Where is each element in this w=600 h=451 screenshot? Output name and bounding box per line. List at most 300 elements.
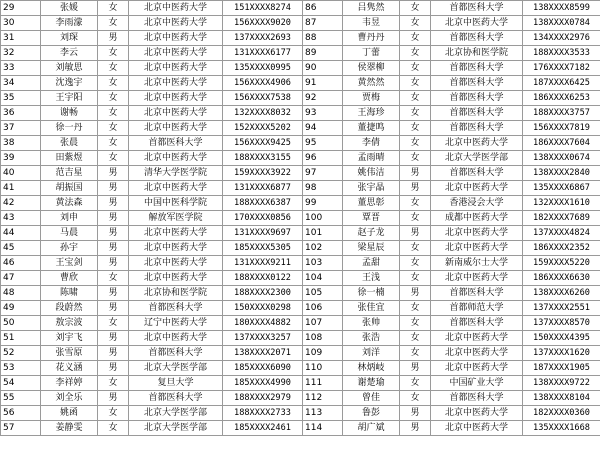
right-student-name: 王浅 [343, 271, 400, 286]
left-school-cell: 北京中医药大学 [129, 31, 223, 46]
right-student-name: 胡广斌 [343, 421, 400, 436]
right-gender-cell: 女 [400, 31, 431, 46]
right-student-name: 姚伟洁 [343, 166, 400, 181]
left-school-cell: 解放军医学院 [129, 211, 223, 226]
right-phone-cell: 138XXXX2840 [523, 166, 600, 181]
left-gender-cell: 女 [98, 421, 129, 436]
right-student-name: 张宇晶 [343, 181, 400, 196]
right-phone-cell: 137XXXX4824 [523, 226, 600, 241]
right-phone-cell: 137XXXX8570 [523, 316, 600, 331]
table-row [1, 346, 600, 361]
left-row-number: 31 [1, 31, 41, 46]
right-gender-cell: 女 [400, 256, 431, 271]
left-phone-cell: 156XXXX9020 [223, 16, 303, 31]
left-row-number: 45 [1, 241, 41, 256]
right-phone-cell: 182XXXX0360 [523, 406, 600, 421]
right-school-cell: 北京协和医学院 [431, 46, 523, 61]
right-school-cell: 新南威尔士大学 [431, 256, 523, 271]
right-student-name: 韦昱 [343, 16, 400, 31]
left-school-cell: 北京协和医学院 [129, 286, 223, 301]
right-phone-cell: 188XXXX3757 [523, 106, 600, 121]
right-school-cell: 首都医科大学 [431, 61, 523, 76]
left-phone-cell: 188XXXX0122 [223, 271, 303, 286]
left-student-name: 张雪原 [41, 346, 98, 361]
left-phone-cell: 188XXXX2979 [223, 391, 303, 406]
left-student-name: 李祥婷 [41, 376, 98, 391]
left-school-cell: 中国中医科学院 [129, 196, 223, 211]
left-row-number: 44 [1, 226, 41, 241]
right-row-number: 91 [303, 76, 343, 91]
left-phone-cell: 156XXXX4906 [223, 76, 303, 91]
table-row [1, 196, 600, 211]
left-phone-cell: 131XXXX9697 [223, 226, 303, 241]
left-phone-cell: 132XXXX8032 [223, 106, 303, 121]
right-student-name: 孟甜 [343, 256, 400, 271]
right-student-name: 张浩 [343, 331, 400, 346]
right-gender-cell: 女 [400, 376, 431, 391]
left-phone-cell: 185XXXX6090 [223, 361, 303, 376]
left-row-number: 33 [1, 61, 41, 76]
right-gender-cell: 女 [400, 331, 431, 346]
right-gender-cell: 男 [400, 406, 431, 421]
left-student-name: 马晨 [41, 226, 98, 241]
right-row-number: 88 [303, 31, 343, 46]
table-row [1, 46, 600, 61]
table-row [1, 331, 600, 346]
left-gender-cell: 男 [98, 286, 129, 301]
left-phone-cell: 156XXXX9425 [223, 136, 303, 151]
right-gender-cell: 女 [400, 316, 431, 331]
left-school-cell: 北京中医药大学 [129, 181, 223, 196]
table-row [1, 31, 600, 46]
left-row-number: 38 [1, 136, 41, 151]
table-row [1, 106, 600, 121]
table-row [1, 181, 600, 196]
left-row-number: 52 [1, 346, 41, 361]
right-phone-cell: 138XXXX6260 [523, 286, 600, 301]
right-phone-cell: 156XXXX7819 [523, 121, 600, 136]
right-phone-cell: 137XXXX1620 [523, 346, 600, 361]
left-gender-cell: 男 [98, 31, 129, 46]
left-phone-cell: 170XXXX0856 [223, 211, 303, 226]
right-school-cell: 首都医科大学 [431, 76, 523, 91]
right-row-number: 110 [303, 361, 343, 376]
right-school-cell: 北京中医药大学 [431, 346, 523, 361]
right-student-name: 曹丹丹 [343, 31, 400, 46]
table-row [1, 376, 600, 391]
right-school-cell: 北京中医药大学 [431, 271, 523, 286]
left-gender-cell: 男 [98, 256, 129, 271]
roster-body [1, 1, 600, 436]
left-row-number: 50 [1, 316, 41, 331]
right-gender-cell: 女 [400, 106, 431, 121]
right-school-cell: 首都医科大学 [431, 91, 523, 106]
left-student-name: 徐一丹 [41, 121, 98, 136]
right-student-name: 李倩 [343, 136, 400, 151]
right-phone-cell: 134XXXX2976 [523, 31, 600, 46]
table-row [1, 151, 600, 166]
right-student-name: 黄然然 [343, 76, 400, 91]
left-gender-cell: 男 [98, 211, 129, 226]
table-row [1, 316, 600, 331]
table-row [1, 136, 600, 151]
left-student-name: 刘敏思 [41, 61, 98, 76]
left-row-number: 43 [1, 211, 41, 226]
table-row [1, 421, 600, 436]
left-student-name: 胡振国 [41, 181, 98, 196]
left-school-cell: 北京中医药大学 [129, 241, 223, 256]
right-school-cell: 首都医科大学 [431, 121, 523, 136]
left-student-name: 刘琛 [41, 31, 98, 46]
left-student-name: 姚函 [41, 406, 98, 421]
left-gender-cell: 女 [98, 271, 129, 286]
right-phone-cell: 186XXXX6253 [523, 91, 600, 106]
right-gender-cell: 女 [400, 61, 431, 76]
right-gender-cell: 女 [400, 136, 431, 151]
left-gender-cell: 女 [98, 406, 129, 421]
table-row [1, 61, 600, 76]
right-school-cell: 成都中医药大学 [431, 211, 523, 226]
right-student-name: 贾梅 [343, 91, 400, 106]
left-row-number: 57 [1, 421, 41, 436]
left-gender-cell: 男 [98, 181, 129, 196]
right-row-number: 86 [303, 1, 343, 16]
right-row-number: 105 [303, 286, 343, 301]
left-student-name: 王宝剑 [41, 256, 98, 271]
right-school-cell: 北京中医药大学 [431, 361, 523, 376]
left-student-name: 姜静雯 [41, 421, 98, 436]
left-gender-cell: 女 [98, 46, 129, 61]
right-gender-cell: 女 [400, 196, 431, 211]
left-student-name: 张媛 [41, 1, 98, 16]
right-student-name: 覃晋 [343, 211, 400, 226]
right-student-name: 王海珍 [343, 106, 400, 121]
left-row-number: 51 [1, 331, 41, 346]
left-student-name: 黄法森 [41, 196, 98, 211]
right-school-cell: 首都医科大学 [431, 316, 523, 331]
right-gender-cell: 女 [400, 46, 431, 61]
left-phone-cell: 188XXXX6387 [223, 196, 303, 211]
left-student-name: 刘全乐 [41, 391, 98, 406]
right-phone-cell: 135XXXX1668 [523, 421, 600, 436]
right-phone-cell: 138XXXX8599 [523, 1, 600, 16]
left-school-cell: 首都医科大学 [129, 346, 223, 361]
left-student-name: 田紫煜 [41, 151, 98, 166]
left-school-cell: 北京中医药大学 [129, 46, 223, 61]
right-row-number: 97 [303, 166, 343, 181]
table-row [1, 391, 600, 406]
left-school-cell: 北京中医药大学 [129, 91, 223, 106]
right-gender-cell: 女 [400, 241, 431, 256]
right-row-number: 108 [303, 331, 343, 346]
right-row-number: 90 [303, 61, 343, 76]
right-row-number: 100 [303, 211, 343, 226]
right-gender-cell: 女 [400, 391, 431, 406]
left-phone-cell: 159XXXX3922 [223, 166, 303, 181]
left-school-cell: 北京大学医学部 [129, 406, 223, 421]
left-row-number: 53 [1, 361, 41, 376]
left-row-number: 54 [1, 376, 41, 391]
left-student-name: 范吉星 [41, 166, 98, 181]
left-phone-cell: 131XXXX9211 [223, 256, 303, 271]
left-school-cell: 首都医科大学 [129, 136, 223, 151]
left-row-number: 41 [1, 181, 41, 196]
left-student-name: 花义涵 [41, 361, 98, 376]
left-school-cell: 北京中医药大学 [129, 106, 223, 121]
left-row-number: 40 [1, 166, 41, 181]
right-phone-cell: 138XXXX0784 [523, 16, 600, 31]
table-row [1, 16, 600, 31]
left-student-name: 刘申 [41, 211, 98, 226]
left-phone-cell: 185XXXX2461 [223, 421, 303, 436]
left-gender-cell: 女 [98, 1, 129, 16]
right-student-name: 徐一楠 [343, 286, 400, 301]
right-student-name: 谢楚瑜 [343, 376, 400, 391]
left-gender-cell: 男 [98, 226, 129, 241]
left-phone-cell: 137XXXX2693 [223, 31, 303, 46]
left-student-name: 陈啸 [41, 286, 98, 301]
left-gender-cell: 女 [98, 76, 129, 91]
right-row-number: 106 [303, 301, 343, 316]
table-row [1, 286, 600, 301]
right-phone-cell: 186XXXX6630 [523, 271, 600, 286]
left-school-cell: 首都医科大学 [129, 301, 223, 316]
left-school-cell: 北京中医药大学 [129, 121, 223, 136]
left-student-name: 张晨 [41, 136, 98, 151]
right-row-number: 96 [303, 151, 343, 166]
right-student-name: 丁蕾 [343, 46, 400, 61]
right-row-number: 111 [303, 376, 343, 391]
left-student-name: 敖宗波 [41, 316, 98, 331]
right-gender-cell: 女 [400, 1, 431, 16]
right-gender-cell: 女 [400, 211, 431, 226]
right-phone-cell: 138XXXX8104 [523, 391, 600, 406]
left-gender-cell: 男 [98, 166, 129, 181]
left-gender-cell: 女 [98, 121, 129, 136]
right-phone-cell: 135XXXX6867 [523, 181, 600, 196]
left-row-number: 37 [1, 121, 41, 136]
right-school-cell: 首都师范大学 [431, 301, 523, 316]
left-gender-cell: 女 [98, 136, 129, 151]
table-row [1, 211, 600, 226]
left-row-number: 29 [1, 1, 41, 16]
right-student-name: 刘洋 [343, 346, 400, 361]
right-phone-cell: 150XXXX4395 [523, 331, 600, 346]
right-school-cell: 北京大学医学部 [431, 151, 523, 166]
right-phone-cell: 138XXXX0674 [523, 151, 600, 166]
right-school-cell: 北京中医药大学 [431, 136, 523, 151]
left-phone-cell: 137XXXX3257 [223, 331, 303, 346]
right-phone-cell: 176XXXX7182 [523, 61, 600, 76]
left-student-name: 李云 [41, 46, 98, 61]
right-school-cell: 首都医科大学 [431, 1, 523, 16]
left-student-name: 段蔚然 [41, 301, 98, 316]
right-student-name: 赵子龙 [343, 226, 400, 241]
left-school-cell: 北京中医药大学 [129, 226, 223, 241]
right-phone-cell: 186XXXX2352 [523, 241, 600, 256]
right-row-number: 109 [303, 346, 343, 361]
left-phone-cell: 185XXXX4990 [223, 376, 303, 391]
right-gender-cell: 女 [400, 271, 431, 286]
right-school-cell: 首都医科大学 [431, 391, 523, 406]
left-gender-cell: 男 [98, 346, 129, 361]
left-school-cell: 清华大学医学院 [129, 166, 223, 181]
left-gender-cell: 女 [98, 106, 129, 121]
table-row [1, 1, 600, 16]
right-phone-cell: 182XXXX7689 [523, 211, 600, 226]
left-school-cell: 北京中医药大学 [129, 76, 223, 91]
left-school-cell: 北京中医药大学 [129, 1, 223, 16]
left-row-number: 42 [1, 196, 41, 211]
left-gender-cell: 女 [98, 376, 129, 391]
left-phone-cell: 156XXXX7538 [223, 91, 303, 106]
right-phone-cell: 137XXXX2551 [523, 301, 600, 316]
right-school-cell: 北京中医药大学 [431, 241, 523, 256]
right-phone-cell: 186XXXX7604 [523, 136, 600, 151]
left-phone-cell: 131XXXX6177 [223, 46, 303, 61]
right-row-number: 95 [303, 136, 343, 151]
right-row-number: 92 [303, 91, 343, 106]
left-phone-cell: 188XXXX2733 [223, 406, 303, 421]
table-row [1, 406, 600, 421]
right-row-number: 87 [303, 16, 343, 31]
left-gender-cell: 男 [98, 196, 129, 211]
left-row-number: 34 [1, 76, 41, 91]
table-row [1, 166, 600, 181]
right-school-cell: 首都医科大学 [431, 106, 523, 121]
right-phone-cell: 187XXXX1905 [523, 361, 600, 376]
right-student-name: 董捷鸣 [343, 121, 400, 136]
left-gender-cell: 男 [98, 361, 129, 376]
right-row-number: 89 [303, 46, 343, 61]
left-phone-cell: 150XXXX0298 [223, 301, 303, 316]
left-student-name: 孙宇 [41, 241, 98, 256]
table-row [1, 256, 600, 271]
right-school-cell: 北京中医药大学 [431, 16, 523, 31]
left-gender-cell: 女 [98, 91, 129, 106]
right-school-cell: 香港浸会大学 [431, 196, 523, 211]
left-row-number: 30 [1, 16, 41, 31]
right-phone-cell: 188XXXX3533 [523, 46, 600, 61]
right-school-cell: 首都医科大学 [431, 286, 523, 301]
left-phone-cell: 180XXXX4882 [223, 316, 303, 331]
left-school-cell: 北京中医药大学 [129, 256, 223, 271]
left-gender-cell: 女 [98, 61, 129, 76]
right-gender-cell: 女 [400, 121, 431, 136]
right-row-number: 94 [303, 121, 343, 136]
right-school-cell: 北京中医药大学 [431, 331, 523, 346]
right-gender-cell: 女 [400, 91, 431, 106]
table-row [1, 241, 600, 256]
table-row [1, 301, 600, 316]
right-gender-cell: 男 [400, 361, 431, 376]
right-school-cell: 北京中医药大学 [431, 406, 523, 421]
left-row-number: 36 [1, 106, 41, 121]
left-school-cell: 北京中医药大学 [129, 331, 223, 346]
left-gender-cell: 男 [98, 241, 129, 256]
right-gender-cell: 男 [400, 421, 431, 436]
right-gender-cell: 男 [400, 181, 431, 196]
left-school-cell: 辽宁中医药大学 [129, 316, 223, 331]
table-row [1, 361, 600, 376]
left-phone-cell: 185XXXX5305 [223, 241, 303, 256]
right-phone-cell: 159XXXX5220 [523, 256, 600, 271]
right-gender-cell: 女 [400, 346, 431, 361]
left-gender-cell: 男 [98, 301, 129, 316]
right-school-cell: 首都医科大学 [431, 166, 523, 181]
left-student-name: 王宇阳 [41, 91, 98, 106]
left-student-name: 谢畅 [41, 106, 98, 121]
right-student-name: 鲁彭 [343, 406, 400, 421]
table-row [1, 121, 600, 136]
left-school-cell: 北京大学医学部 [129, 421, 223, 436]
left-row-number: 46 [1, 256, 41, 271]
right-gender-cell: 女 [400, 151, 431, 166]
left-school-cell: 北京大学医学部 [129, 361, 223, 376]
right-gender-cell: 男 [400, 226, 431, 241]
left-gender-cell: 女 [98, 16, 129, 31]
left-row-number: 55 [1, 391, 41, 406]
right-row-number: 104 [303, 271, 343, 286]
right-row-number: 98 [303, 181, 343, 196]
left-row-number: 35 [1, 91, 41, 106]
right-school-cell: 北京中医药大学 [431, 181, 523, 196]
right-student-name: 曾佳 [343, 391, 400, 406]
left-student-name: 沈逸宇 [41, 76, 98, 91]
right-phone-cell: 187XXXX6425 [523, 76, 600, 91]
left-gender-cell: 男 [98, 331, 129, 346]
right-row-number: 93 [303, 106, 343, 121]
left-row-number: 49 [1, 301, 41, 316]
left-student-name: 刘宇飞 [41, 331, 98, 346]
right-gender-cell: 女 [400, 76, 431, 91]
right-row-number: 113 [303, 406, 343, 421]
right-student-name: 梁星辰 [343, 241, 400, 256]
right-gender-cell: 男 [400, 166, 431, 181]
right-student-name: 侯翠柳 [343, 61, 400, 76]
right-school-cell: 北京中医药大学 [431, 421, 523, 436]
right-student-name: 张佳宜 [343, 301, 400, 316]
left-phone-cell: 135XXXX0995 [223, 61, 303, 76]
left-phone-cell: 131XXXX6877 [223, 181, 303, 196]
right-student-name: 董思彰 [343, 196, 400, 211]
right-row-number: 107 [303, 316, 343, 331]
left-gender-cell: 女 [98, 151, 129, 166]
right-row-number: 99 [303, 196, 343, 211]
left-phone-cell: 188XXXX3155 [223, 151, 303, 166]
left-phone-cell: 151XXXX8274 [223, 1, 303, 16]
table-row [1, 76, 600, 91]
right-row-number: 102 [303, 241, 343, 256]
right-phone-cell: 132XXXX1610 [523, 196, 600, 211]
right-gender-cell: 女 [400, 301, 431, 316]
left-row-number: 48 [1, 286, 41, 301]
right-phone-cell: 138XXXX9722 [523, 376, 600, 391]
right-row-number: 112 [303, 391, 343, 406]
table-row [1, 91, 600, 106]
left-phone-cell: 152XXXX5202 [223, 121, 303, 136]
right-student-name: 吕隽然 [343, 1, 400, 16]
left-row-number: 56 [1, 406, 41, 421]
left-school-cell: 复旦大学 [129, 376, 223, 391]
left-school-cell: 首都医科大学 [129, 391, 223, 406]
left-gender-cell: 女 [98, 316, 129, 331]
left-school-cell: 北京中医药大学 [129, 61, 223, 76]
right-school-cell: 北京中医药大学 [431, 226, 523, 241]
left-phone-cell: 138XXXX2071 [223, 346, 303, 361]
left-row-number: 32 [1, 46, 41, 61]
right-student-name: 张帅 [343, 316, 400, 331]
